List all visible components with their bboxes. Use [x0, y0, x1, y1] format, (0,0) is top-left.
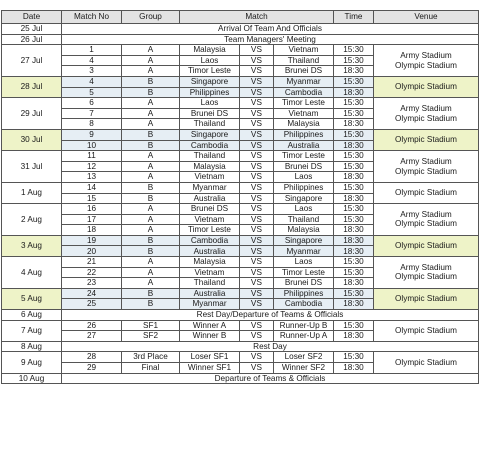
home-team: Winner SF1 — [180, 363, 240, 374]
date-cell: 6 Aug — [2, 310, 62, 321]
away-team: Cambodia — [274, 299, 334, 310]
date-cell: 30 Jul — [2, 129, 62, 150]
match-number: 10 — [62, 140, 122, 151]
header-group: Group — [122, 11, 180, 24]
venue-cell — [374, 235, 479, 256]
vs-label: VS — [240, 352, 274, 363]
vs-label: VS — [240, 98, 274, 109]
venue-name: Olympic Stadium — [395, 60, 457, 70]
kickoff-time: 18:30 — [334, 172, 374, 183]
venue-cell — [374, 151, 479, 183]
vs-label: VS — [240, 45, 274, 56]
event-text: Rest Day/Departure of Teams & Officials — [62, 310, 479, 321]
match-number: 4 — [62, 76, 122, 87]
kickoff-time: 15:30 — [334, 129, 374, 140]
group-cell: A — [122, 108, 180, 119]
date-cell: 29 Jul — [2, 98, 62, 130]
event-row — [2, 34, 479, 45]
date-cell: 10 Aug — [2, 373, 62, 384]
match-number: 4 — [62, 55, 122, 66]
match-number: 7 — [62, 108, 122, 119]
date-cell: 7 Aug — [2, 320, 62, 341]
group-cell: B — [122, 87, 180, 98]
group-cell: A — [122, 172, 180, 183]
header-date: Date — [2, 11, 62, 24]
home-team: Thailand — [180, 278, 240, 289]
home-team: Vietnam — [180, 172, 240, 183]
kickoff-time: 18:30 — [334, 87, 374, 98]
vs-label: VS — [240, 193, 274, 204]
group-cell: B — [122, 299, 180, 310]
kickoff-time: 15:30 — [334, 151, 374, 162]
venue-cell — [374, 352, 479, 373]
header-row — [2, 11, 479, 24]
home-team: Malaysia — [180, 257, 240, 268]
kickoff-time: 18:30 — [334, 246, 374, 257]
vs-label: VS — [240, 363, 274, 374]
kickoff-time: 18:30 — [334, 140, 374, 151]
away-team: Laos — [274, 204, 334, 215]
vs-label: VS — [240, 182, 274, 193]
group-cell: 3rd Place — [122, 352, 180, 363]
date-cell: 26 Jul — [2, 34, 62, 45]
home-team: Australia — [180, 288, 240, 299]
match-number: 23 — [62, 278, 122, 289]
vs-label: VS — [240, 204, 274, 215]
venue-cell — [374, 288, 479, 309]
match-number: 15 — [62, 193, 122, 204]
header-time: Time — [334, 11, 374, 24]
venue-name: Olympic Stadium — [395, 325, 457, 335]
match-number: 22 — [62, 267, 122, 278]
group-cell: A — [122, 66, 180, 77]
home-team: Laos — [180, 98, 240, 109]
kickoff-time: 15:30 — [334, 267, 374, 278]
vs-label: VS — [240, 108, 274, 119]
kickoff-time: 15:30 — [334, 352, 374, 363]
kickoff-time: 18:30 — [334, 278, 374, 289]
match-row — [2, 204, 479, 215]
match-row — [2, 257, 479, 268]
match-number: 24 — [62, 288, 122, 299]
home-team: Loser SF1 — [180, 352, 240, 363]
date-cell: 1 Aug — [2, 182, 62, 203]
venue-cell — [374, 45, 479, 77]
vs-label: VS — [240, 140, 274, 151]
match-number: 17 — [62, 214, 122, 225]
home-team: Cambodia — [180, 235, 240, 246]
venue-cell — [374, 320, 479, 341]
group-cell: A — [122, 119, 180, 130]
home-team: Brunei DS — [180, 108, 240, 119]
match-number: 27 — [62, 331, 122, 342]
group-cell: A — [122, 45, 180, 56]
venue-name: Army Stadium — [400, 209, 452, 219]
away-team: Brunei DS — [274, 278, 334, 289]
match-number: 11 — [62, 151, 122, 162]
venue-cell — [374, 76, 479, 97]
venue-name: Olympic Stadium — [395, 113, 457, 123]
match-number: 9 — [62, 129, 122, 140]
match-row — [2, 129, 479, 140]
kickoff-time: 18:30 — [334, 66, 374, 77]
away-team: Singapore — [274, 193, 334, 204]
group-cell: A — [122, 214, 180, 225]
venue-name: Olympic Stadium — [395, 241, 457, 251]
group-cell: A — [122, 267, 180, 278]
away-team: Winner SF2 — [274, 363, 334, 374]
vs-label: VS — [240, 55, 274, 66]
away-team: Thailand — [274, 55, 334, 66]
vs-label: VS — [240, 151, 274, 162]
group-cell: A — [122, 225, 180, 236]
home-team: Vietnam — [180, 214, 240, 225]
match-number: 25 — [62, 299, 122, 310]
kickoff-time: 15:30 — [334, 214, 374, 225]
header-match-no: Match No — [62, 11, 122, 24]
home-team: Laos — [180, 55, 240, 66]
kickoff-time: 18:30 — [334, 299, 374, 310]
home-team: Malaysia — [180, 161, 240, 172]
home-team: Singapore — [180, 129, 240, 140]
vs-label: VS — [240, 267, 274, 278]
match-number: 16 — [62, 204, 122, 215]
vs-label: VS — [240, 288, 274, 299]
group-cell: A — [122, 55, 180, 66]
vs-label: VS — [240, 246, 274, 257]
away-team: Timor Leste — [274, 267, 334, 278]
vs-label: VS — [240, 235, 274, 246]
group-cell: B — [122, 246, 180, 257]
home-team: Thailand — [180, 151, 240, 162]
home-team: Timor Leste — [180, 225, 240, 236]
group-cell: A — [122, 151, 180, 162]
kickoff-time: 18:30 — [334, 225, 374, 236]
home-team: Vietnam — [180, 267, 240, 278]
away-team: Brunei DS — [274, 66, 334, 77]
away-team: Loser SF2 — [274, 352, 334, 363]
match-row — [2, 320, 479, 331]
match-number: 3 — [62, 66, 122, 77]
home-team: Myanmar — [180, 299, 240, 310]
match-number: 20 — [62, 246, 122, 257]
kickoff-time: 15:30 — [334, 320, 374, 331]
match-number: 5 — [62, 87, 122, 98]
event-row — [2, 341, 479, 352]
match-row — [2, 151, 479, 162]
vs-label: VS — [240, 214, 274, 225]
kickoff-time: 15:30 — [334, 45, 374, 56]
match-number: 6 — [62, 98, 122, 109]
home-team: Singapore — [180, 76, 240, 87]
vs-label: VS — [240, 225, 274, 236]
venue-cell — [374, 257, 479, 289]
venue-name: Army Stadium — [400, 51, 452, 61]
match-number: 1 — [62, 45, 122, 56]
vs-label: VS — [240, 76, 274, 87]
kickoff-time: 18:30 — [334, 331, 374, 342]
date-cell: 31 Jul — [2, 151, 62, 183]
match-number: 21 — [62, 257, 122, 268]
date-cell: 8 Aug — [2, 341, 62, 352]
away-team: Australia — [274, 140, 334, 151]
date-cell: 9 Aug — [2, 352, 62, 373]
date-cell: 2 Aug — [2, 204, 62, 236]
vs-label: VS — [240, 320, 274, 331]
venue-name: Olympic Stadium — [395, 272, 457, 282]
kickoff-time: 15:30 — [334, 288, 374, 299]
group-cell: SF1 — [122, 320, 180, 331]
venue-name: Olympic Stadium — [395, 166, 457, 176]
group-cell: B — [122, 129, 180, 140]
vs-label: VS — [240, 119, 274, 130]
group-cell: A — [122, 204, 180, 215]
date-cell: 28 Jul — [2, 76, 62, 97]
match-number: 14 — [62, 182, 122, 193]
schedule-body — [2, 24, 479, 384]
home-team: Winner A — [180, 320, 240, 331]
kickoff-time: 15:30 — [334, 257, 374, 268]
home-team: Myanmar — [180, 182, 240, 193]
home-team: Malaysia — [180, 45, 240, 56]
match-number: 18 — [62, 225, 122, 236]
schedule-sheet — [1, 10, 479, 384]
group-cell: B — [122, 182, 180, 193]
venue-cell — [374, 98, 479, 130]
match-row — [2, 235, 479, 246]
kickoff-time: 15:30 — [334, 108, 374, 119]
away-team: Malaysia — [274, 119, 334, 130]
kickoff-time: 15:30 — [334, 98, 374, 109]
event-text: Team Managers' Meeting — [62, 34, 479, 45]
venue-name: Olympic Stadium — [395, 294, 457, 304]
home-team: Philippines — [180, 87, 240, 98]
event-row — [2, 373, 479, 384]
match-row — [2, 45, 479, 56]
group-cell: SF2 — [122, 331, 180, 342]
home-team: Timor Leste — [180, 66, 240, 77]
date-cell: 3 Aug — [2, 235, 62, 256]
group-cell: B — [122, 235, 180, 246]
venue-name: Olympic Stadium — [395, 357, 457, 367]
event-row — [2, 24, 479, 35]
away-team: Vietnam — [274, 45, 334, 56]
group-cell: A — [122, 98, 180, 109]
away-team: Cambodia — [274, 87, 334, 98]
venue-name: Olympic Stadium — [395, 219, 457, 229]
match-number: 26 — [62, 320, 122, 331]
group-cell: Final — [122, 363, 180, 374]
away-team: Philippines — [274, 288, 334, 299]
home-team: Thailand — [180, 119, 240, 130]
date-cell: 4 Aug — [2, 257, 62, 289]
vs-label: VS — [240, 278, 274, 289]
venue-cell — [374, 129, 479, 150]
away-team: Brunei DS — [274, 161, 334, 172]
group-cell: A — [122, 161, 180, 172]
date-cell: 27 Jul — [2, 45, 62, 77]
kickoff-time: 15:30 — [334, 76, 374, 87]
event-text: Arrival Of Team And Officials — [62, 24, 479, 35]
kickoff-time: 15:30 — [334, 204, 374, 215]
match-number: 19 — [62, 235, 122, 246]
kickoff-time: 18:30 — [334, 363, 374, 374]
away-team: Singapore — [274, 235, 334, 246]
header-match: Match — [180, 11, 334, 24]
home-team: Australia — [180, 193, 240, 204]
group-cell: B — [122, 140, 180, 151]
group-cell: B — [122, 76, 180, 87]
match-number: 28 — [62, 352, 122, 363]
group-cell: A — [122, 278, 180, 289]
match-number: 29 — [62, 363, 122, 374]
away-team: Philippines — [274, 129, 334, 140]
kickoff-time: 15:30 — [334, 182, 374, 193]
away-team: Myanmar — [274, 76, 334, 87]
match-number: 12 — [62, 161, 122, 172]
home-team: Brunei DS — [180, 204, 240, 215]
schedule-table — [1, 10, 479, 384]
away-team: Malaysia — [274, 225, 334, 236]
kickoff-time: 18:30 — [334, 193, 374, 204]
away-team: Laos — [274, 172, 334, 183]
date-cell: 25 Jul — [2, 24, 62, 35]
header-venue: Venue — [374, 11, 479, 24]
match-row — [2, 352, 479, 363]
vs-label: VS — [240, 87, 274, 98]
vs-label: VS — [240, 129, 274, 140]
event-text: Rest Day — [62, 341, 479, 352]
vs-label: VS — [240, 161, 274, 172]
venue-cell — [374, 182, 479, 203]
vs-label: VS — [240, 66, 274, 77]
date-cell: 5 Aug — [2, 288, 62, 309]
vs-label: VS — [240, 299, 274, 310]
group-cell: A — [122, 257, 180, 268]
venue-cell — [374, 204, 479, 236]
group-cell: B — [122, 193, 180, 204]
away-team: Philippines — [274, 182, 334, 193]
venue-name: Olympic Stadium — [395, 135, 457, 145]
venue-name: Olympic Stadium — [395, 188, 457, 198]
away-team: Laos — [274, 257, 334, 268]
away-team: Thailand — [274, 214, 334, 225]
away-team: Myanmar — [274, 246, 334, 257]
away-team: Timor Leste — [274, 151, 334, 162]
venue-name: Army Stadium — [400, 157, 452, 167]
event-text: Departure of Teams & Officials — [62, 373, 479, 384]
group-cell: B — [122, 288, 180, 299]
home-team: Winner B — [180, 331, 240, 342]
match-row — [2, 182, 479, 193]
match-number: 13 — [62, 172, 122, 183]
kickoff-time: 18:30 — [334, 235, 374, 246]
vs-label: VS — [240, 331, 274, 342]
match-number: 8 — [62, 119, 122, 130]
venue-name: Army Stadium — [400, 104, 452, 114]
vs-label: VS — [240, 257, 274, 268]
venue-name: Army Stadium — [400, 262, 452, 272]
vs-label: VS — [240, 172, 274, 183]
away-team: Runner-Up B — [274, 320, 334, 331]
match-row — [2, 76, 479, 87]
home-team: Australia — [180, 246, 240, 257]
kickoff-time: 15:30 — [334, 55, 374, 66]
away-team: Timor Leste — [274, 98, 334, 109]
kickoff-time: 18:30 — [334, 119, 374, 130]
away-team: Vietnam — [274, 108, 334, 119]
match-row — [2, 288, 479, 299]
event-row — [2, 310, 479, 321]
venue-name: Olympic Stadium — [395, 82, 457, 92]
home-team: Cambodia — [180, 140, 240, 151]
away-team: Runner-Up A — [274, 331, 334, 342]
match-row — [2, 98, 479, 109]
kickoff-time: 15:30 — [334, 161, 374, 172]
